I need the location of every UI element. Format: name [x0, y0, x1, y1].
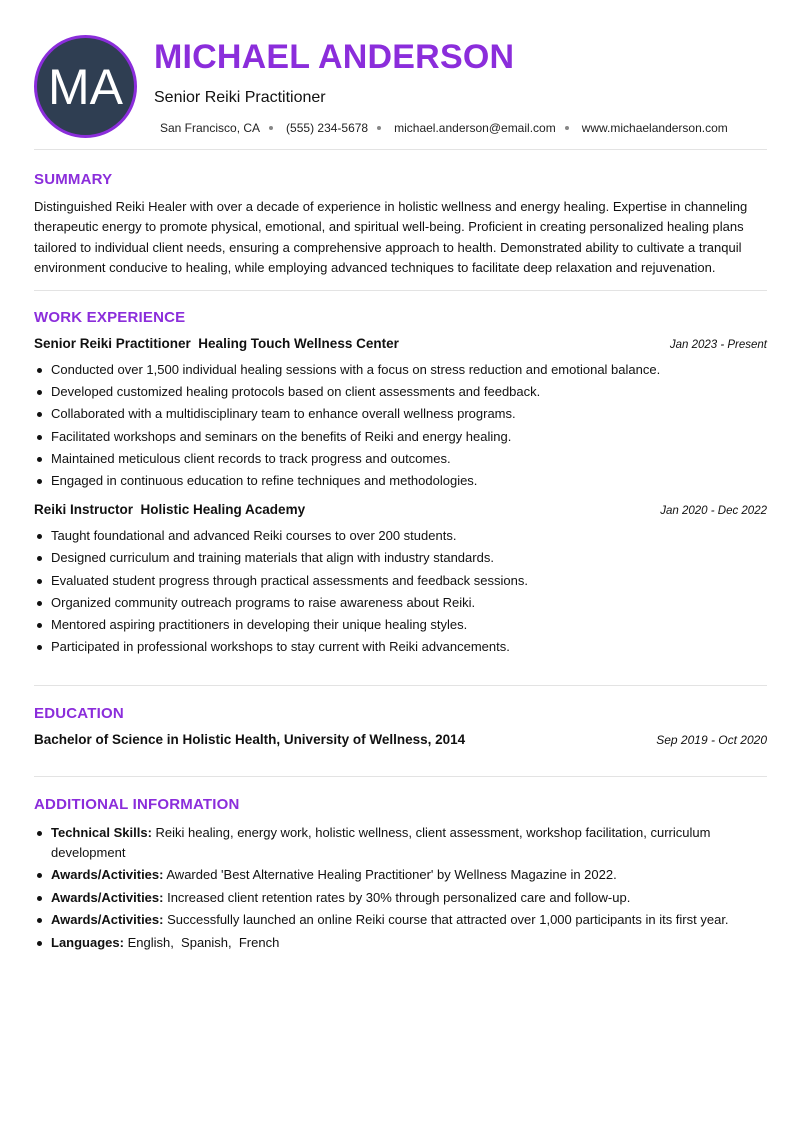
- contact-separator: [565, 126, 569, 130]
- job-bullets: [34, 525, 767, 658]
- job-header: [34, 336, 767, 354]
- list-item: Evaluated student progress through practical assessments and feedback sessions.: [34, 570, 767, 592]
- resume-header: [34, 0, 767, 150]
- info-text: Successfully launched an online Reiki course that attracted over 1,000 participants in its first year.: [163, 912, 729, 927]
- list-item: Taught foundational and advanced Reiki courses to over 200 students.: [34, 525, 767, 547]
- section-heading: WORK EXPERIENCE: [34, 309, 186, 326]
- candidate-title: Senior Reiki Practitioner: [154, 89, 326, 106]
- contact-separator: [377, 126, 381, 130]
- list-item: Mentored aspiring practitioners in developing their unique healing styles.: [34, 614, 767, 636]
- contact-phone[interactable]: (555) 234-5678: [286, 121, 369, 135]
- info-text: Awarded 'Best Alternative Healing Practitioner' by Wellness Magazine in 2022.: [163, 867, 617, 882]
- job-bullets: [34, 359, 767, 492]
- candidate-name: MICHAEL ANDERSON: [154, 38, 515, 76]
- job-dates: Jan 2023 - Present: [669, 339, 767, 351]
- list-item: [34, 823, 767, 862]
- job-header: [34, 502, 767, 520]
- list-item: Developed customized healing protocols based on client assessments and feedback.: [34, 381, 767, 403]
- list-item: Facilitated workshops and seminars on the benefits of Reiki and energy healing.: [34, 426, 767, 448]
- list-item: [34, 910, 767, 930]
- list-item: Collaborated with a multidisciplinary team to enhance overall wellness programs.: [34, 403, 767, 425]
- info-text: Reiki healing, energy work, holistic wellness, client assessment, workshop facilitation, curriculum development: [51, 825, 711, 860]
- list-item: [34, 933, 767, 953]
- info-label: Awards/Activities:: [51, 889, 164, 905]
- education-entry: [34, 732, 767, 747]
- contact-bar: [160, 121, 728, 135]
- list-item: Designed curriculum and training materials that align with industry standards.: [34, 547, 767, 569]
- list-item: Conducted over 1,500 individual healing sessions with a focus on stress reduction and emotional balance.: [34, 359, 767, 381]
- avatar-initials: MA: [48, 58, 123, 115]
- education-dates: Sep 2019 - Oct 2020: [656, 733, 767, 747]
- job-entry: [34, 336, 767, 492]
- list-item: Engaged in continuous education to refine techniques and methodologies.: [34, 470, 767, 492]
- info-label: Languages:: [51, 934, 124, 950]
- additional-info-list: [34, 823, 767, 952]
- education-degree: Bachelor of Science in Holistic Health, University of Wellness, 2014: [34, 732, 466, 747]
- info-label: Awards/Activities:: [51, 912, 164, 927]
- job-entry: [34, 502, 767, 658]
- summary-text: Distinguished Reiki Healer with over a decade of experience in holistic wellness and energy healing. Expertise in channeling therapeutic energy to promote physical, emotional, and spiritual well-being. Proficient in creating personalized healing plans tailored to individual client needs, ensuring a comprehensive approach to health. Demonstrated ability to cultivate a tranquil environment conducive to healing, while employing advanced techniques to facilitate deep relaxation and rejuvenation.: [34, 199, 748, 275]
- list-item: Participated in professional workshops to stay current with Reiki advancements.: [34, 636, 767, 658]
- info-text: Increased client retention rates by 30% through personalized care and follow-up.: [163, 889, 631, 905]
- list-item: Maintained meticulous client records to track progress and outcomes.: [34, 448, 767, 470]
- contact-separator: [269, 126, 273, 130]
- contact-email[interactable]: michael.anderson@email.com: [394, 121, 556, 135]
- job-role: Reiki Instructor Holistic Healing Academy: [34, 502, 306, 518]
- info-text: English, Spanish, French: [123, 934, 280, 950]
- job-dates: Jan 2020 - Dec 2022: [660, 505, 767, 518]
- info-label: Technical Skills:: [51, 825, 152, 840]
- contact-location: San Francisco, CA: [160, 121, 261, 135]
- avatar: [34, 35, 137, 138]
- section-heading: ADDITIONAL INFORMATION: [34, 796, 240, 813]
- list-item: Organized community outreach programs to raise awareness about Reiki.: [34, 592, 767, 614]
- info-label: Awards/Activities:: [51, 867, 164, 882]
- summary-section: [34, 150, 767, 291]
- job-role: Senior Reiki Practitioner Healing Touch Wellness Center: [34, 336, 399, 351]
- list-item: [34, 865, 767, 885]
- work-experience-section: [34, 291, 767, 686]
- contact-website[interactable]: www.michaelanderson.com: [581, 121, 728, 135]
- section-heading: EDUCATION: [34, 705, 124, 722]
- list-item: [34, 888, 767, 908]
- education-section: [34, 686, 767, 777]
- section-heading: SUMMARY: [34, 171, 113, 188]
- additional-information-section: [34, 777, 767, 952]
